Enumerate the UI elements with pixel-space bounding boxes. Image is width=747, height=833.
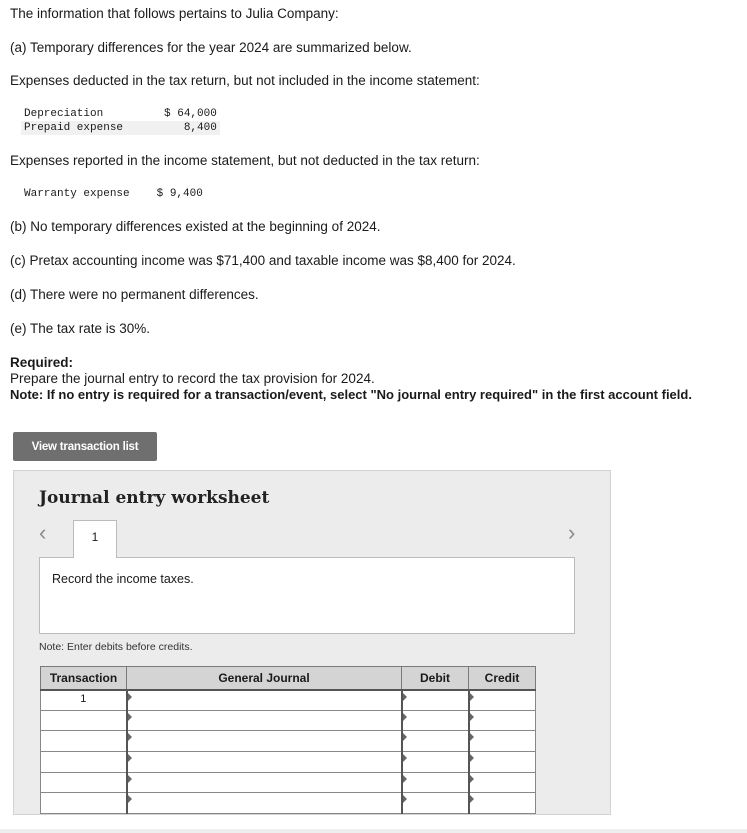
transaction-cell bbox=[41, 793, 127, 814]
deducted-table bbox=[21, 107, 220, 135]
table-row bbox=[41, 772, 536, 793]
required-text: Prepare the journal entry to record the tax provision for 2024. bbox=[10, 371, 375, 386]
debit-input[interactable] bbox=[402, 752, 469, 773]
item-a: (a) Temporary differences for the year 2024 are summarized below. bbox=[10, 40, 412, 55]
table-row bbox=[41, 731, 536, 752]
credit-input[interactable] bbox=[469, 772, 536, 793]
deducted-label: Prepaid expense bbox=[21, 121, 126, 135]
intro-text: The information that follows pertains to Julia Company: bbox=[10, 6, 339, 21]
journal-entry-worksheet bbox=[13, 470, 611, 815]
table-row bbox=[41, 690, 536, 711]
deducted-amount: 8,400 bbox=[126, 121, 220, 135]
description-box bbox=[39, 557, 575, 634]
deducted-label: Depreciation bbox=[24, 108, 104, 120]
account-select[interactable] bbox=[127, 731, 402, 752]
debit-input[interactable] bbox=[402, 690, 469, 711]
deducted-heading: Expenses deducted in the tax return, but not included in the income statement: bbox=[10, 73, 480, 88]
credit-input[interactable] bbox=[469, 793, 536, 814]
view-transaction-list-button[interactable]: View transaction list bbox=[13, 432, 157, 461]
credit-input[interactable] bbox=[469, 731, 536, 752]
transaction-cell: 1 bbox=[41, 690, 127, 711]
table-row bbox=[21, 107, 220, 121]
credit-input[interactable] bbox=[469, 752, 536, 773]
col-general-journal: General Journal bbox=[127, 667, 402, 690]
description-text: Record the income taxes. bbox=[52, 572, 194, 586]
debit-input[interactable] bbox=[402, 772, 469, 793]
col-transaction: Transaction bbox=[41, 667, 127, 690]
credit-input[interactable] bbox=[469, 710, 536, 731]
worksheet-title: Journal entry worksheet bbox=[39, 488, 270, 508]
table-row bbox=[41, 793, 536, 814]
reported-amount: $ 9,400 bbox=[156, 188, 203, 200]
item-b: (b) No temporary differences existed at the beginning of 2024. bbox=[10, 219, 381, 234]
table-row bbox=[41, 710, 536, 731]
account-select[interactable] bbox=[127, 752, 402, 773]
chevron-right-icon[interactable]: › bbox=[568, 520, 576, 545]
reported-label: Warranty expense bbox=[24, 188, 130, 200]
reported-heading: Expenses reported in the income statement, but not deducted in the tax return: bbox=[10, 153, 480, 168]
transaction-cell bbox=[41, 731, 127, 752]
item-e: (e) The tax rate is 30%. bbox=[10, 321, 151, 336]
account-select[interactable] bbox=[127, 793, 402, 814]
debit-input[interactable] bbox=[402, 731, 469, 752]
transaction-cell bbox=[41, 772, 127, 793]
reported-table bbox=[21, 187, 206, 201]
debits-note: Note: Enter debits before credits. bbox=[39, 641, 193, 653]
debit-input[interactable] bbox=[402, 710, 469, 731]
journal-table bbox=[40, 666, 536, 814]
credit-input[interactable] bbox=[469, 690, 536, 711]
chevron-left-icon[interactable]: ‹ bbox=[39, 520, 47, 545]
required-label: Required: bbox=[10, 355, 74, 370]
page-bottom-divider bbox=[0, 829, 747, 833]
table-row bbox=[21, 187, 206, 201]
item-c: (c) Pretax accounting income was $71,400 and taxable income was $8,400 for 2024. bbox=[10, 253, 516, 268]
col-debit: Debit bbox=[402, 667, 469, 690]
tab-1[interactable]: 1 bbox=[73, 520, 117, 558]
col-credit: Credit bbox=[469, 667, 536, 690]
table-row bbox=[21, 121, 220, 135]
table-header-row bbox=[41, 667, 536, 690]
transaction-cell bbox=[41, 752, 127, 773]
deducted-amount: $ 64,000 bbox=[164, 108, 217, 120]
account-select[interactable] bbox=[127, 690, 402, 711]
note-text: Note: If no entry is required for a transaction/event, select "No journal entry required" in the first account field. bbox=[10, 387, 692, 402]
transaction-cell bbox=[41, 710, 127, 731]
table-row bbox=[41, 752, 536, 773]
item-d: (d) There were no permanent differences. bbox=[10, 287, 259, 302]
debit-input[interactable] bbox=[402, 793, 469, 814]
account-select[interactable] bbox=[127, 710, 402, 731]
account-select[interactable] bbox=[127, 772, 402, 793]
